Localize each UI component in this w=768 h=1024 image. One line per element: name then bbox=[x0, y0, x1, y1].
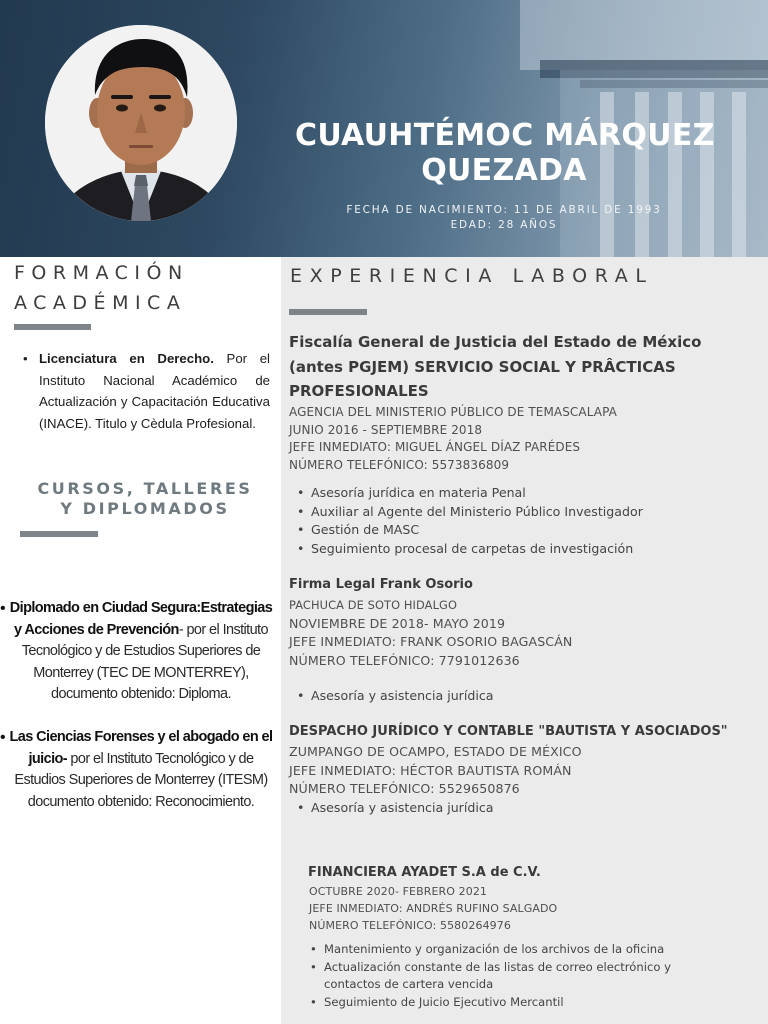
job-title-line: (antes PGJEM) SERVICIO SOCIAL Y PRÂCTICAS bbox=[289, 357, 676, 376]
job-title-line: Fiscalía General de Justicia del Estado de México bbox=[289, 333, 702, 351]
experience-heading: EXPERIENCIA LABORAL bbox=[290, 265, 654, 287]
job-supervisor: JEFE INMEDIATO: MIGUEL ÁNGEL DÍAZ PARÉDES bbox=[289, 440, 581, 454]
job-duties bbox=[295, 799, 755, 818]
age: EDAD: 28 AÑOS bbox=[450, 219, 558, 231]
job-dates: JUNIO 2016 - SEPTIEMBRE 2018 bbox=[289, 422, 483, 437]
duty-item: • Asesoría y asistencia jurídica bbox=[295, 799, 755, 818]
education-item bbox=[22, 348, 270, 434]
course-item bbox=[0, 598, 274, 706]
duty-item: • Asesoría y asistencia jurídica bbox=[295, 687, 755, 706]
job-phone: NÚMERO TELEFÓNICO: 5573836809 bbox=[289, 457, 510, 472]
name-line: QUEZADA bbox=[421, 153, 587, 188]
duty-item: • Mantenimiento y organización de los archivos de la oficina bbox=[308, 941, 708, 959]
job-title: Firma Legal Frank Osorio bbox=[289, 577, 473, 592]
bullet-icon: • bbox=[0, 729, 6, 746]
header-banner bbox=[0, 0, 768, 257]
course-details: - por el Instituto Tecnológico y de Estudios Superiores de Monterrey (TEC DE MONTERREY), documento obtenido: Diploma. bbox=[21, 621, 268, 702]
section-divider bbox=[14, 324, 91, 330]
candidate-name bbox=[295, 118, 713, 188]
section-divider bbox=[289, 309, 367, 315]
section-divider bbox=[20, 531, 98, 537]
job-meta bbox=[289, 743, 759, 799]
duty-item: • Seguimiento de Juicio Ejecutivo Mercantil bbox=[308, 994, 708, 1012]
duty-item: • Auxiliar al Agente del Ministerio Público Investigador bbox=[295, 503, 755, 522]
job-phone: NÚMERO TELEFÓNICO: 7791012636 bbox=[289, 652, 520, 668]
job-title: FINANCIERA AYADET S.A de C.V. bbox=[308, 865, 541, 880]
job-location: ZUMPANGO DE OCAMPO, ESTADO DE MÉXICO bbox=[289, 744, 582, 759]
heading-line: FORMACIÓN bbox=[14, 262, 189, 284]
job-location: PACHUCA DE SOTO HIDALGO bbox=[289, 598, 458, 612]
heading-line: Y DIPLOMADOS bbox=[60, 499, 230, 518]
job-meta bbox=[309, 883, 768, 934]
job-title-line: PROFESIONALES bbox=[289, 382, 429, 400]
duty-item: • Gestión de MASC bbox=[295, 521, 755, 540]
course-title: Las Ciencias Forenses y el abogado en el juicio- bbox=[9, 729, 273, 767]
duty-item: • Asesoría jurídica en materia Penal bbox=[295, 484, 755, 503]
job-duties bbox=[295, 687, 755, 706]
job-supervisor: JEFE INMEDIATO: FRANK OSORIO BAGASCÁN bbox=[289, 634, 573, 649]
job-dates: NOVIEMBRE DE 2018- MAYO 2019 bbox=[289, 615, 506, 631]
duty-item: • Seguimiento procesal de carpetas de investigación bbox=[295, 540, 755, 559]
heading-line: CURSOS, TALLERES bbox=[37, 479, 253, 498]
education-list bbox=[22, 348, 270, 434]
duty-item: • Actualización constante de las listas de correo electrónico y contactos de cartera vencida bbox=[308, 959, 708, 994]
courses-heading bbox=[14, 479, 276, 519]
heading-line: ACADÉMICA bbox=[14, 292, 187, 314]
job-meta bbox=[289, 596, 759, 670]
job-phone: NÚMERO TELEFÓNICO: 5529650876 bbox=[289, 781, 520, 796]
job-phone: NÚMERO TELEFÓNICO: 5580264976 bbox=[309, 919, 511, 932]
bullet-icon: • bbox=[0, 600, 6, 617]
job-duties bbox=[308, 941, 708, 1011]
job-dates: OCTUBRE 2020- FEBRERO 2021 bbox=[309, 885, 488, 898]
degree-details: Por el Instituto Nacional Académico de Actualización y Capacitación Educativa (INACE). Titulo y Cèdula Profesional. bbox=[39, 351, 270, 431]
name-line: CUAUHTÉMOC MÁRQUEZ bbox=[295, 118, 715, 153]
job-supervisor: JEFE INMEDIATO: ANDRÉS RUFINO SALGADO bbox=[309, 902, 558, 915]
course-details: por el Instituto Tecnológico y de Estudios Superiores de Monterrey (ITESM) documento obtenido: Reconocimiento. bbox=[14, 750, 268, 810]
degree-name: Licenciatura en Derecho. bbox=[39, 351, 214, 366]
course-title: Diplomado en Ciudad Segura:Estrategias y Acciones de Prevención bbox=[9, 600, 273, 638]
profile-photo bbox=[45, 25, 237, 221]
job-meta bbox=[289, 404, 759, 474]
course-item bbox=[0, 727, 274, 813]
job-duties bbox=[295, 484, 755, 558]
job-location: AGENCIA DEL MINISTERIO PÚBLICO DE TEMASCALAPA bbox=[289, 405, 617, 419]
job-title: DESPACHO JURÍDICO Y CONTABLE "BAUTISTA Y ASOCIADOS" bbox=[289, 724, 728, 739]
background-column bbox=[732, 92, 746, 257]
birth-date: FECHA DE NACIMIENTO: 11 DE ABRIL DE 1993 bbox=[346, 204, 662, 216]
education-heading bbox=[14, 258, 276, 318]
job-title bbox=[289, 330, 759, 404]
personal-info bbox=[295, 203, 713, 233]
job-supervisor: JEFE INMEDIATO: HÉCTOR BAUTISTA ROMÁN bbox=[289, 762, 572, 778]
